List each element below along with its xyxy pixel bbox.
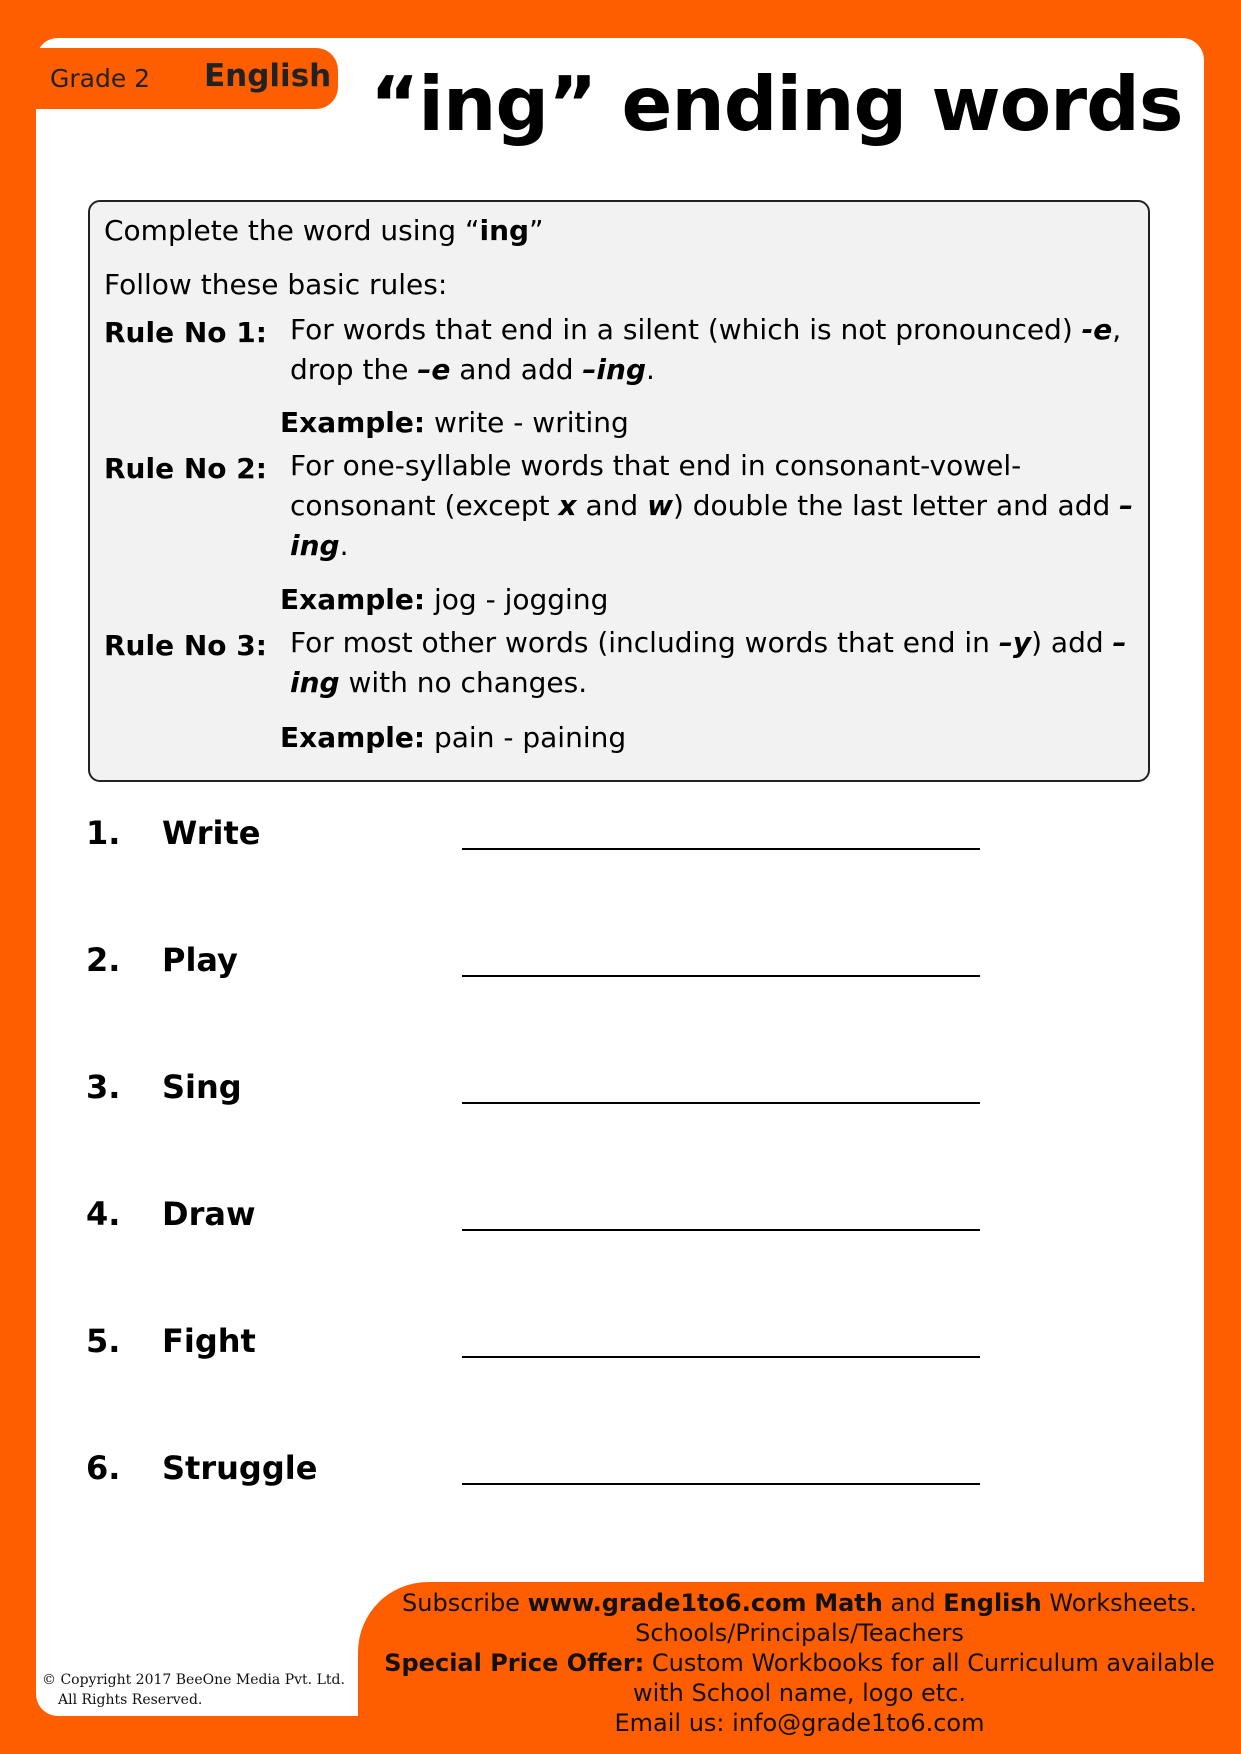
footer-offer-line <box>358 1648 1241 1678</box>
question-row <box>86 1449 1006 1499</box>
page-title: “ing” ending words <box>370 60 1183 148</box>
grade-subject-tab <box>36 48 338 109</box>
answer-line[interactable] <box>462 1229 980 1231</box>
intro-keyword: ing <box>479 214 530 247</box>
copyright-line-2: All Rights Reserved. <box>58 1692 203 1708</box>
rule-3-label: Rule No 3: <box>104 629 267 662</box>
example-label: Example: <box>280 721 426 754</box>
rule-1-text-a: For words that end in a silent (which is not pronounced) <box>290 313 1082 346</box>
question-word: Struggle <box>162 1449 318 1487</box>
math-label: Math <box>814 1589 883 1617</box>
rule-2-text-b: and <box>576 489 648 522</box>
answer-line[interactable] <box>462 848 980 850</box>
question-number: 4. <box>86 1195 121 1233</box>
footer-subscribe-line <box>358 1588 1241 1618</box>
rule-2-em1: x <box>558 489 577 522</box>
answer-line[interactable] <box>462 1483 980 1485</box>
question-row <box>86 1068 1006 1118</box>
question-word: Fight <box>162 1322 256 1360</box>
rules-follow: Follow these basic rules: <box>104 268 448 301</box>
intro-quote: ” <box>529 214 544 247</box>
question-number: 3. <box>86 1068 121 1106</box>
site-link[interactable]: www.grade1to6.com <box>527 1589 807 1617</box>
rule-2-text <box>290 446 1140 566</box>
footer-email[interactable]: Email us: info@grade1to6.com <box>614 1709 985 1737</box>
question-row <box>86 1195 1006 1245</box>
example-label: Example: <box>280 406 426 439</box>
and-text: and <box>890 1589 936 1617</box>
rule-2-text-a: For one-syllable words that end in consonant-vowel-consonant (except <box>290 449 1022 522</box>
rule-3-text <box>290 623 1140 703</box>
question-row <box>86 941 1006 991</box>
question-word: Draw <box>162 1195 256 1233</box>
answer-line[interactable] <box>462 1356 980 1358</box>
rule-1-label: Rule No 1: <box>104 316 267 349</box>
rule-1-text-d: . <box>646 353 655 386</box>
rule-2-em3: –ing <box>290 489 1134 562</box>
rule-3-example <box>280 721 626 754</box>
question-number: 1. <box>86 814 121 852</box>
rule-1-em3: –ing <box>582 353 646 386</box>
example-label: Example: <box>280 583 426 616</box>
question-number: 2. <box>86 941 121 979</box>
rule-1-text-b: , drop the <box>290 313 1122 386</box>
rule-1-text <box>290 310 1140 390</box>
rule-2-text-c: ) double the last letter and add <box>672 489 1120 522</box>
rule-3-text-c: with no changes. <box>339 666 588 699</box>
subscribe-text: Subscribe <box>402 1589 520 1617</box>
rules-box <box>88 200 1150 782</box>
rule-1-text-c: and add <box>450 353 583 386</box>
worksheets-text: Worksheets. <box>1049 1589 1197 1617</box>
english-label: English <box>943 1589 1042 1617</box>
rule-2-text-d: . <box>339 529 349 562</box>
answer-line[interactable] <box>462 975 980 977</box>
rule-3-text-a: For most other words (including words that end in <box>290 626 999 659</box>
copyright-line-1: © Copyright 2017 BeeOne Media Pvt. Ltd. <box>42 1672 345 1688</box>
question-row <box>86 1322 1006 1372</box>
question-word: Play <box>162 941 238 979</box>
rule-2-example <box>280 583 608 616</box>
question-row <box>86 814 1006 864</box>
question-number: 6. <box>86 1449 121 1487</box>
rule-2-label: Rule No 2: <box>104 452 267 485</box>
footer-audience: Schools/Principals/Teachers <box>635 1619 964 1647</box>
intro-text: Complete the word using “ <box>104 214 480 247</box>
rule-2-em2: w <box>647 489 673 522</box>
rule-3-text-b: ) add <box>1031 626 1113 659</box>
rule-1-em2: –e <box>417 353 451 386</box>
rule-3-example-value: pain - paining <box>434 721 627 754</box>
offer-text: Custom Workbooks for all Curriculum available <box>651 1649 1215 1677</box>
offer-label: Special Price Offer: <box>384 1649 645 1677</box>
rule-1-em1: -e <box>1081 313 1113 346</box>
footer-offer-line-2: with School name, logo etc. <box>632 1679 967 1707</box>
question-number: 5. <box>86 1322 121 1360</box>
rule-2-example-value: jog - jogging <box>434 583 609 616</box>
rule-1-example-value: write - writing <box>434 406 629 439</box>
grade-label: Grade 2 <box>50 64 151 93</box>
promo-footer <box>358 1582 1241 1754</box>
rule-3-em2: –ing <box>290 626 1127 699</box>
copyright-notice <box>42 1670 345 1710</box>
rules-intro <box>104 214 544 247</box>
answer-line[interactable] <box>462 1102 980 1104</box>
question-word: Sing <box>162 1068 242 1106</box>
rule-3-em1: –y <box>998 626 1032 659</box>
rule-1-example <box>280 406 629 439</box>
question-word: Write <box>162 814 261 852</box>
subject-label: English <box>204 58 332 94</box>
